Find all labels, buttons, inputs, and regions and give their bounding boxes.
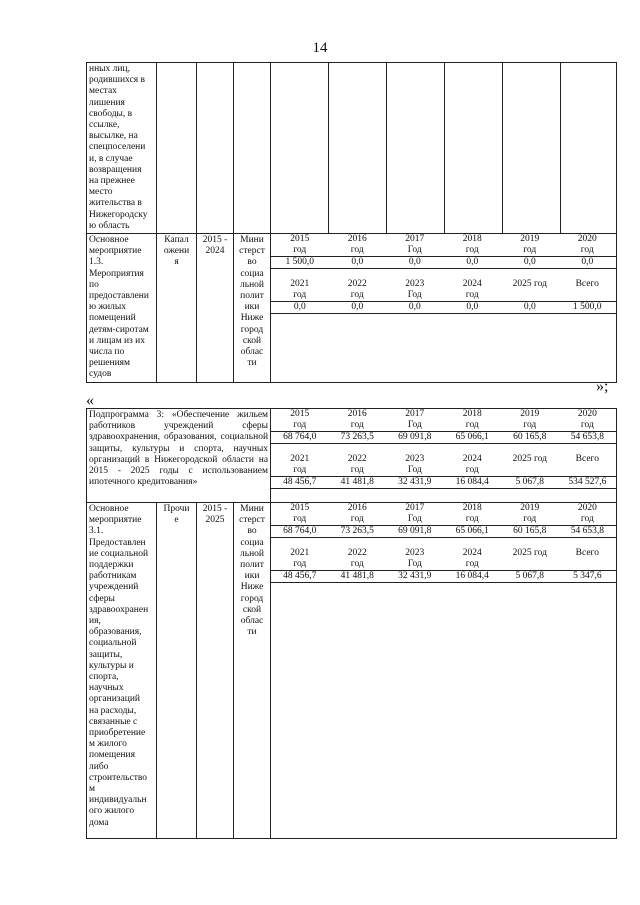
funding-value: 16 084,4 bbox=[444, 571, 502, 583]
year-label: 2021 год bbox=[271, 279, 329, 302]
measure-type: Капал ожени я bbox=[157, 234, 197, 383]
year-label: 2022 год bbox=[329, 548, 387, 571]
year-label: 2023 Год bbox=[386, 548, 444, 571]
measure-type: Прочи е bbox=[157, 503, 197, 839]
funding-value: 54 653,8 bbox=[559, 526, 617, 538]
year-label: 2024 год bbox=[444, 548, 502, 571]
year-label: 2024 год bbox=[444, 279, 502, 302]
funding-value: 1 500,0 bbox=[271, 257, 329, 269]
year-label: 2022 год bbox=[329, 279, 387, 302]
year-label: 2019 год bbox=[501, 234, 559, 257]
funding-value: 0,0 bbox=[501, 302, 559, 314]
funding-grid bbox=[271, 234, 616, 314]
measure-period: 2015 - 2025 bbox=[197, 503, 234, 839]
funding-value: 0,0 bbox=[444, 257, 502, 269]
measure-executor: Мини стерст во социа льной полит ики Ниже город ской облас ти bbox=[234, 234, 271, 383]
funding-value: 0,0 bbox=[501, 257, 559, 269]
row-name-continued: нных лиц, родившихся в местах лишения свободы, в ссылке, высылке, на спецпоселени и, в случае возвращения на прежнее место жительства в Нижегородску ю область bbox=[87, 63, 157, 234]
funding-value: 0,0 bbox=[444, 302, 502, 314]
funding-value: 41 481,8 bbox=[329, 477, 387, 489]
year-label: 2025 год bbox=[501, 279, 559, 302]
year-label: 2020 год bbox=[559, 503, 617, 526]
year-label: 2025 год bbox=[501, 548, 559, 571]
year-label: 2016 год bbox=[329, 503, 387, 526]
year-label: 2017 Год bbox=[386, 503, 444, 526]
funding-value: 0,0 bbox=[386, 257, 444, 269]
funding-value: 65 066,1 bbox=[444, 432, 502, 444]
year-label: 2020 год bbox=[559, 409, 617, 432]
year-label: 2018 год bbox=[444, 503, 502, 526]
year-label: 2019 год bbox=[501, 409, 559, 432]
funding-value: 0,0 bbox=[329, 302, 387, 314]
year-label: Всего bbox=[559, 548, 617, 571]
measure-name: Основное мероприятие 1.3. Мероприятия по предоставлени ю жилых помещений детям-сиротам и лицам из их числа по решениям судов bbox=[87, 234, 157, 383]
year-label: 2024 год bbox=[444, 454, 502, 477]
funding-value: 16 084,4 bbox=[444, 477, 502, 489]
funding-value: 41 481,8 bbox=[329, 571, 387, 583]
funding-value: 0,0 bbox=[329, 257, 387, 269]
funding-value: 5 067,8 bbox=[501, 571, 559, 583]
measure-executor: Мини стерст во социа льной полит ики Ниже город ской облас ти bbox=[234, 503, 271, 839]
year-label: 2015 год bbox=[271, 234, 329, 257]
funding-value: 32 431,9 bbox=[386, 477, 444, 489]
year-label: 2018 год bbox=[444, 409, 502, 432]
funding-value: 69 091,8 bbox=[386, 432, 444, 444]
table-row bbox=[87, 409, 617, 503]
funding-value: 60 165,8 bbox=[501, 526, 559, 538]
year-label: Всего bbox=[559, 279, 617, 302]
funding-value: 0,0 bbox=[386, 302, 444, 314]
year-label: 2016 год bbox=[329, 409, 387, 432]
table-block-2 bbox=[86, 408, 617, 839]
table-row bbox=[87, 234, 617, 383]
year-label: 2021 год bbox=[271, 548, 329, 571]
funding-grid bbox=[271, 503, 616, 583]
funding-value: 68 764,0 bbox=[271, 526, 329, 538]
subprogram-name: Подпрограмма 3: «Обеспечение жильем работников учреждений сферы здравоохранения, образования, социальной защиты, культуры и спорта, научных организаций в Нижегородской области на 2015 - 2025 годы с использованием ипотечного кредитования» bbox=[87, 409, 271, 503]
funding-value: 68 764,0 bbox=[271, 432, 329, 444]
funding-value: 69 091,8 bbox=[386, 526, 444, 538]
table-block-1 bbox=[86, 62, 617, 383]
open-quote: « bbox=[86, 392, 94, 409]
year-label: Всего bbox=[559, 454, 617, 477]
measure-period: 2015 - 2024 bbox=[197, 234, 234, 383]
funding-value: 60 165,8 bbox=[501, 432, 559, 444]
funding-value: 0,0 bbox=[271, 302, 329, 314]
page-number: 14 bbox=[312, 40, 328, 56]
funding-value: 1 500,0 bbox=[559, 302, 617, 314]
year-label: 2021 год bbox=[271, 454, 329, 477]
year-label: 2023 Год bbox=[386, 279, 444, 302]
funding-value: 32 431,9 bbox=[386, 571, 444, 583]
funding-value: 65 066,1 bbox=[444, 526, 502, 538]
funding-value: 48 456,7 bbox=[271, 477, 329, 489]
year-label: 2018 год bbox=[444, 234, 502, 257]
close-quote: »; bbox=[596, 378, 609, 395]
table-row bbox=[87, 503, 617, 839]
funding-value: 5 067,8 bbox=[501, 477, 559, 489]
funding-value: 73 263,5 bbox=[329, 526, 387, 538]
funding-grid bbox=[271, 409, 616, 489]
funding-value: 48 456,7 bbox=[271, 571, 329, 583]
funding-value: 534 527,6 bbox=[559, 477, 617, 489]
year-label: 2022 год bbox=[329, 454, 387, 477]
year-label: 2020 год bbox=[559, 234, 617, 257]
funding-value: 54 653,8 bbox=[559, 432, 617, 444]
year-label: 2017 Год bbox=[386, 409, 444, 432]
year-label: 2019 год bbox=[501, 503, 559, 526]
year-label: 2023 Год bbox=[386, 454, 444, 477]
year-label: 2025 год bbox=[501, 454, 559, 477]
measure-name: Основное мероприятие 3.1. Предоставлен ие социальной поддержки работникам учреждений сферы здравоохранен ия, образования, социальной защиты, культуры и спорта, научных организаций на расходы, связанные с приобретение м жилого помещения либо строительство м индивидуальн ого жилого дома bbox=[87, 503, 157, 839]
year-label: 2016 год bbox=[329, 234, 387, 257]
funding-value: 73 263,5 bbox=[329, 432, 387, 444]
year-label: 2015 год bbox=[271, 409, 329, 432]
year-label: 2017 Год bbox=[386, 234, 444, 257]
year-label: 2015 год bbox=[271, 503, 329, 526]
funding-value: 5 347,6 bbox=[559, 571, 617, 583]
funding-value: 0,0 bbox=[559, 257, 617, 269]
